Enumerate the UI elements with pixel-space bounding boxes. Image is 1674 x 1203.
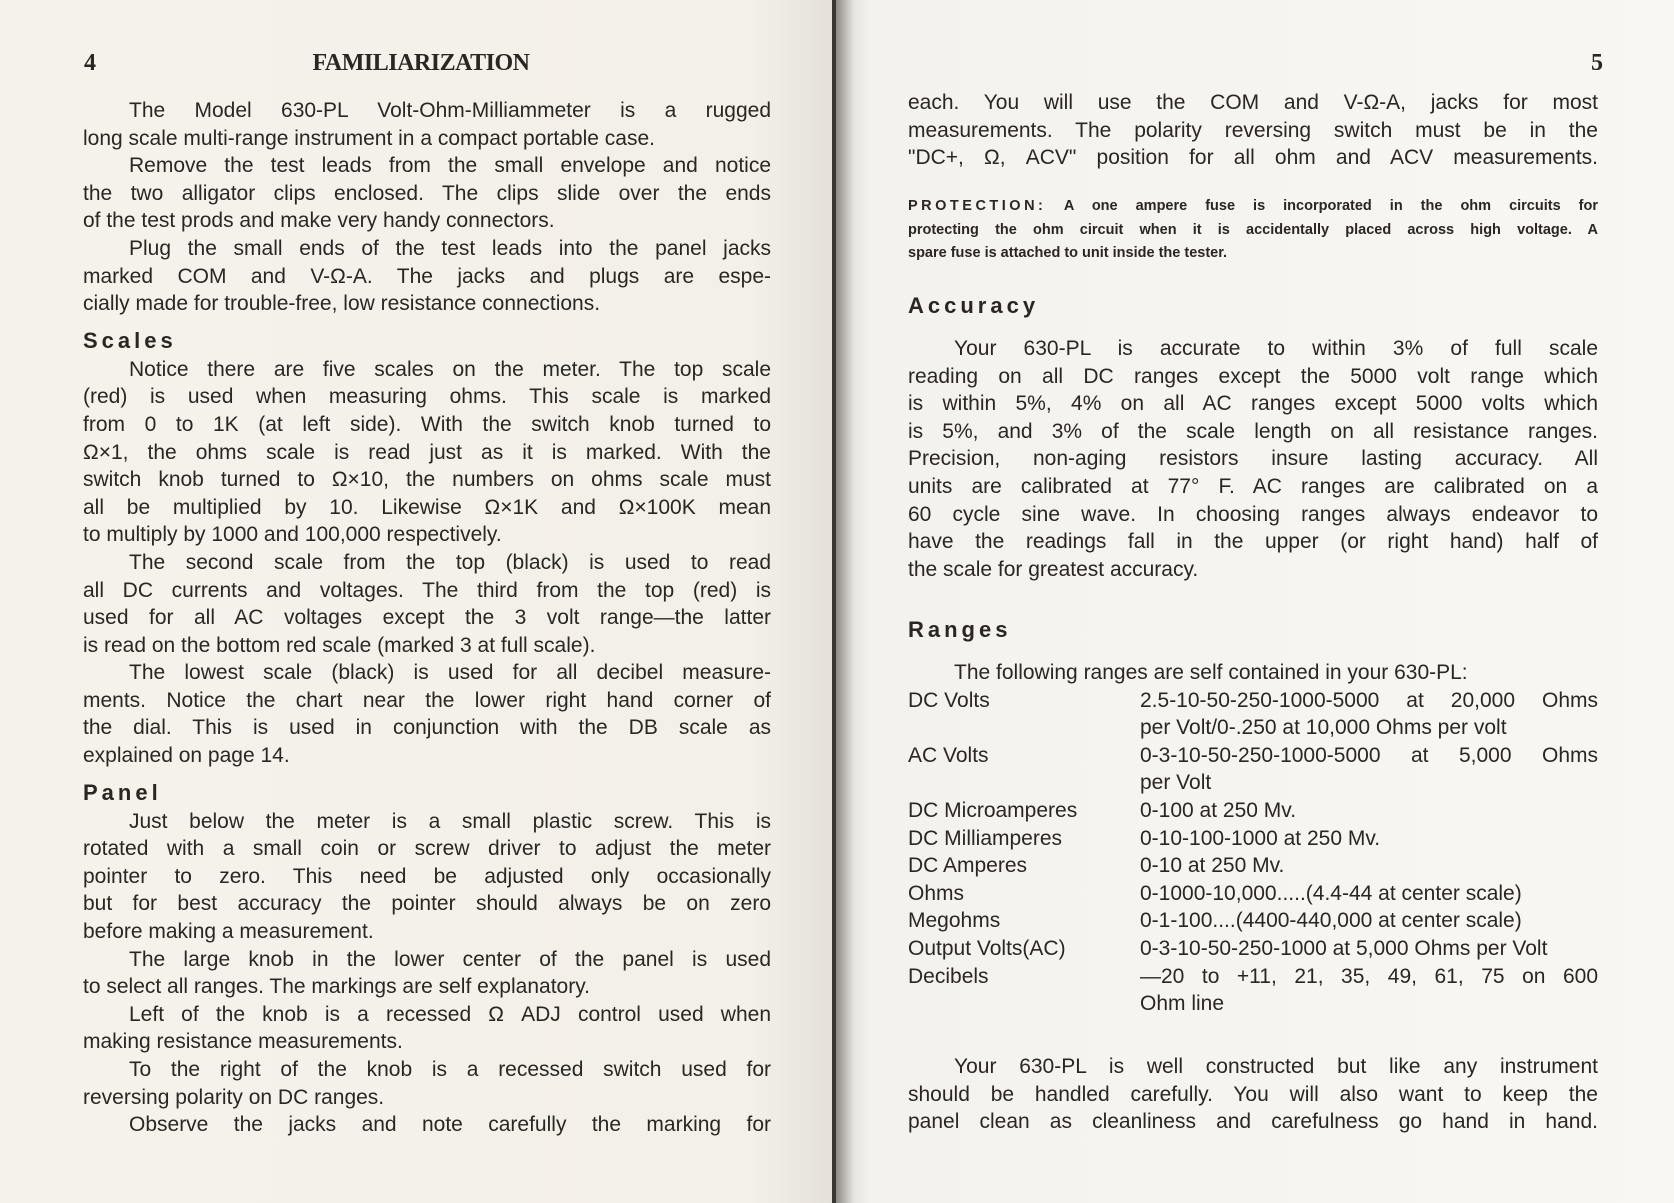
text-line: Ω×1, the ohms scale is read just as it is marked. With the [83, 440, 771, 464]
page-number: 4 [84, 50, 96, 76]
text-line: rotated with a small coin or screw driver to adjust the meter [83, 837, 771, 861]
text-line: long scale multi-range instrument in a compact portable case. [83, 126, 655, 150]
range-value: 0-1-100....(4400-440,000 at center scale) [1140, 909, 1522, 933]
text-line: all DC currents and voltages. The third from the top (red) is [83, 578, 771, 602]
ranges-row [908, 935, 1598, 963]
protection-text: A one ampere fuse is incorporated in the ohm circuits for [1063, 198, 1598, 214]
text-line: Your 630-PL is well constructed but like any instrument [954, 1055, 1598, 1078]
text-line: The large knob in the lower center of the panel is used [129, 947, 771, 971]
text-line: is within 5%, 4% on all AC ranges except 5000 volts which [908, 392, 1598, 416]
range-value: 0-3-10-50-250-1000 at 5,000 Ohms per Volt [1140, 936, 1548, 960]
left-page [0, 0, 836, 1203]
text-line: to select all ranges. The markings are self explanatory. [83, 975, 590, 999]
text-line: is 5%, and 3% of the scale length on all resistance ranges. [908, 419, 1598, 443]
text-line: each. You will use the COM and V-Ω-A, jacks for most [908, 91, 1598, 114]
accuracy-section [908, 291, 1598, 583]
range-value: per Volt/0-.250 at 10,000 Ohms per volt [1140, 716, 1507, 740]
text-line: Just below the meter is a small plastic screw. This is [129, 809, 771, 833]
text-line: measurements. The polarity reversing switch must be in the [908, 118, 1598, 142]
text-line: Remove the test leads from the small envelope and notice [129, 154, 771, 178]
running-head: FAMILIARIZATION [312, 50, 530, 76]
range-value: 0-3-10-50-250-1000-5000 at 5,000 Ohms [1140, 743, 1598, 767]
section-heading-accuracy: Accuracy [908, 293, 1040, 318]
text-line: Left of the knob is a recessed Ω ADJ control used when [129, 1002, 771, 1026]
text-line: of the test prods and make very handy connectors. [83, 209, 555, 233]
range-value: per Volt [1140, 771, 1212, 795]
text-line: before making a measurement. [83, 920, 374, 944]
range-value: 0-10-100-1000 at 250 Mv. [1140, 826, 1381, 850]
ranges-row [908, 797, 1598, 825]
range-label: DC Milliamperes [908, 826, 1063, 850]
text-line: panel clean as cleanliness and carefulness go hand in hand. [908, 1110, 1598, 1134]
ranges-row [908, 880, 1598, 908]
text-line: cially made for trouble-free, low resistance connections. [83, 292, 601, 316]
paragraph [83, 356, 771, 549]
text-line: all be multiplied by 10. Likewise Ω×1K and Ω×100K mean [83, 495, 771, 519]
section-heading-scales: Scales [83, 327, 177, 353]
ranges-row [908, 907, 1598, 935]
range-label [908, 769, 1140, 797]
range-value: Ohm line [1140, 992, 1225, 1016]
range-label: DC Amperes [908, 854, 1028, 878]
range-label: Megohms [908, 909, 1001, 933]
text-line: reading on all DC ranges except the 5000 volt range which [908, 364, 1598, 388]
text-line: is read on the bottom red scale (marked 3 at full scale). [83, 633, 596, 657]
text-line: making resistance measurements. [83, 1030, 403, 1054]
ranges-row [908, 714, 1598, 742]
text-line: Your 630-PL is accurate to within 3% of full scale [954, 337, 1598, 360]
text-line: the dial. This is used in conjunction with the DB scale as [83, 716, 771, 740]
text-line: the two alligator clips enclosed. The clips slide over the ends [83, 181, 771, 205]
ranges-row [908, 825, 1598, 853]
ranges-row [908, 963, 1598, 991]
text-line: Notice there are five scales on the meter. The top scale [129, 357, 771, 381]
text-line: explained on page 14. [83, 744, 290, 768]
range-value: 0-100 at 250 Mv. [1140, 798, 1297, 822]
paragraph [83, 1001, 771, 1056]
ranges-row [908, 742, 1598, 770]
text-line: 60 cycle sine wave. In choosing ranges always endeavor to [908, 502, 1598, 526]
text-line: The Model 630-PL Volt-Ohm-Milliammeter is a rugged [129, 99, 771, 122]
intro-paragraph [908, 89, 1598, 172]
section-heading-panel: Panel [83, 779, 162, 805]
page-gutter-shadow [836, 0, 854, 1203]
text-line: to multiply by 1000 and 100,000 respectively. [83, 523, 502, 547]
ranges-row [908, 852, 1598, 880]
protection-text: spare fuse is attached to unit inside the tester. [908, 245, 1228, 261]
paragraph [83, 152, 771, 235]
text-line: have the readings fall in the upper (or right hand) half of [908, 530, 1598, 554]
text-line: Observe the jacks and note carefully the marking for [129, 1113, 771, 1137]
accuracy-paragraph [908, 335, 1598, 583]
range-label: DC Volts [908, 688, 990, 712]
section-heading-ranges: Ranges [908, 617, 1012, 642]
text-line: the scale for greatest accuracy. [908, 557, 1199, 581]
paragraph [83, 1111, 771, 1139]
range-value: 0-1000-10,000.....(4.4-44 at center scale) [1140, 881, 1522, 905]
paragraph [83, 1056, 771, 1111]
paragraph [83, 946, 771, 1001]
text-line: "DC+, Ω, ACV" position for all ohm and ACV measurements. [908, 146, 1598, 170]
page-number: 5 [1591, 50, 1603, 76]
range-label: Output Volts(AC) [908, 936, 1066, 960]
paragraph [83, 659, 771, 769]
paragraph [83, 808, 771, 946]
range-label: Decibels [908, 964, 989, 988]
text-line: reversing polarity on DC ranges. [83, 1085, 385, 1109]
ranges-row [908, 990, 1598, 1018]
left-page-body [83, 97, 771, 1139]
text-line: but for best accuracy the pointer should always be on zero [83, 892, 771, 916]
range-label: Ohms [908, 881, 965, 905]
range-label: DC Microamperes [908, 798, 1078, 822]
text-line: marked COM and V-Ω-A. The jacks and plugs are espe- [83, 264, 771, 288]
text-line: The lowest scale (black) is used for all decibel measure- [129, 661, 771, 685]
range-value: —20 to +11, 21, 35, 49, 61, 75 on 600 [1140, 964, 1598, 988]
text-line: used for all AC voltages except the 3 volt range—the latter [83, 606, 771, 630]
protection-text: protecting the ohm circuit when it is accidentally placed across high voltage. A [908, 221, 1598, 238]
paragraph [83, 549, 771, 659]
range-label [908, 714, 1140, 742]
ranges-section [908, 615, 1598, 1018]
text-line: pointer to zero. This need be adjusted only occasionally [83, 864, 771, 888]
text-line: (red) is used when measuring ohms. This scale is marked [83, 385, 771, 409]
text-line: The second scale from the top (black) is used to read [129, 550, 771, 574]
text-line: units are calibrated at 77° F. AC ranges are calibrated on a [908, 474, 1598, 498]
text-line: To the right of the knob is a recessed switch used for [129, 1058, 771, 1081]
text-line [908, 219, 1598, 243]
range-label [908, 990, 1140, 1018]
ranges-table [908, 687, 1598, 1018]
ranges-row [908, 769, 1598, 797]
closing-paragraph [908, 1053, 1598, 1136]
ranges-intro: The following ranges are self contained in your 630-PL: [954, 661, 1468, 684]
text-line [908, 195, 1598, 219]
paragraph [83, 97, 771, 152]
text-line [908, 242, 1598, 266]
text-line: ments. Notice the chart near the lower right hand corner of [83, 688, 771, 712]
text-line: should be handled carefully. You will also want to keep the [908, 1082, 1598, 1106]
paragraph [83, 235, 771, 318]
range-value: 2.5-10-50-250-1000-5000 at 20,000 Ohms [1140, 688, 1598, 712]
range-value: 0-10 at 250 Mv. [1140, 854, 1285, 878]
text-line: Plug the small ends of the test leads into the panel jacks [129, 236, 771, 260]
ranges-row [908, 687, 1598, 715]
text-line: from 0 to 1K (at left side). With the switch knob turned to [83, 412, 771, 436]
text-line: Precision, non-aging resistors insure lasting accuracy. All [908, 447, 1598, 471]
text-line: switch knob turned to Ω×10, the numbers on ohms scale must [83, 468, 771, 492]
protection-label: PROTECTION: [908, 198, 1047, 214]
right-page [836, 0, 1674, 1203]
protection-note [908, 195, 1598, 266]
range-label: AC Volts [908, 743, 989, 767]
